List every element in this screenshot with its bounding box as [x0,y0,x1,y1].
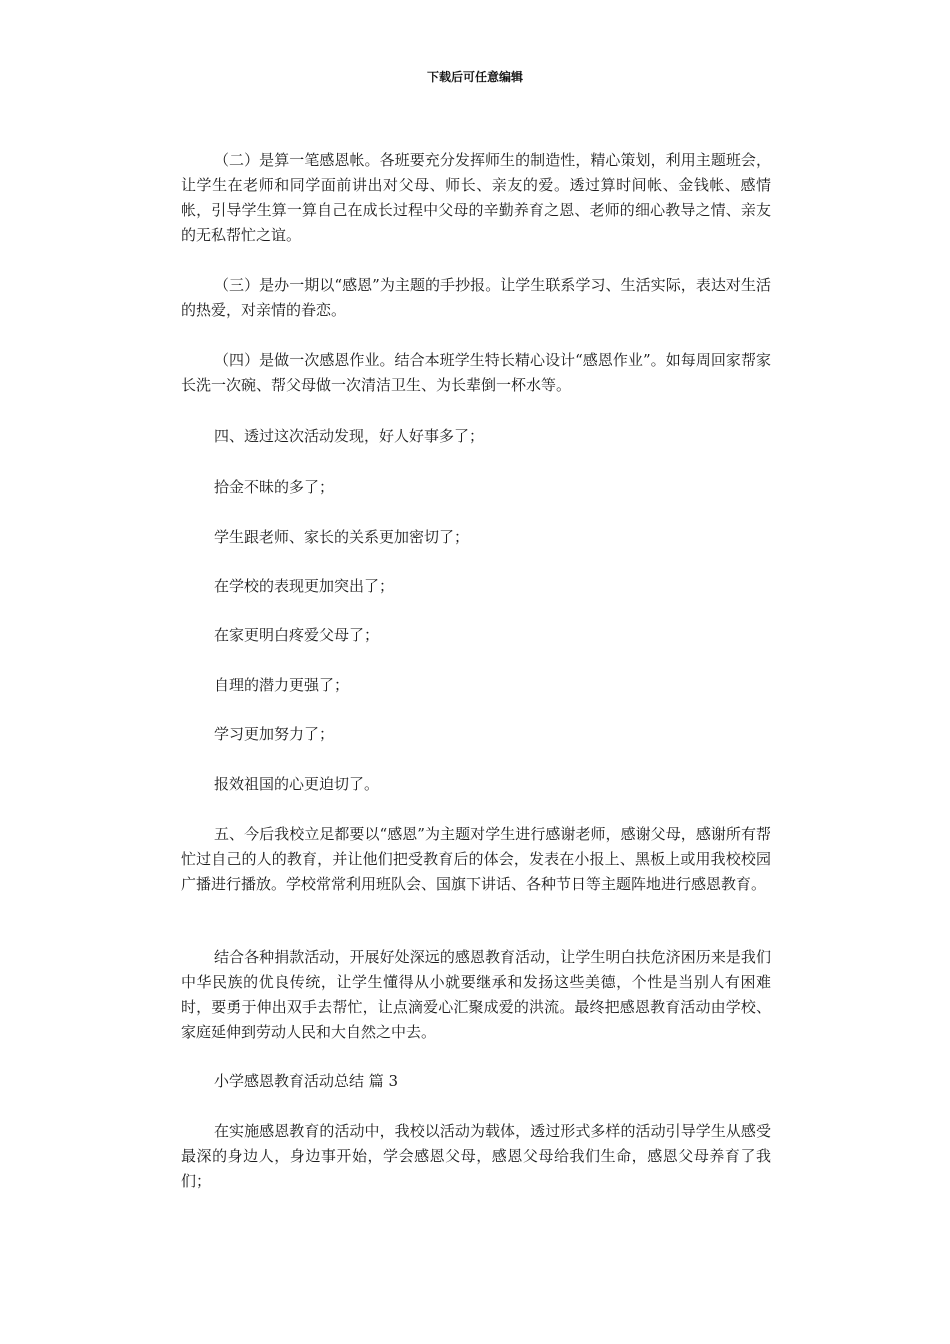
paragraph-finding-5: 自理的潜力更强了； [214,676,350,694]
paragraph-finding-3: 在学校的表现更加突出了； [214,577,395,595]
paragraph-future-plan: 五、今后我校立足都要以“感恩”为主题对学生进行感谢老师，感谢父母，感谢所有帮忙过自己的人的教育，并让他们把受教育后的体会，发表在小报上、黑板上或用我校校园广播进行播放。学校常常利用班队会、国旗下讲话、各种节日等主题阵地进行感恩教育。 [181,825,771,893]
paragraph-4-homework: （四）是做一次感恩作业。结合本班学生特长精心设计“感恩作业”。如每周回家帮家长洗一次碗、帮父母做一次清洁卫生、为长辈倒一杯水等。 [181,351,771,394]
paragraph-3-handwritten-newspaper: （三）是办一期以“感恩”为主题的手抄报。让学生联系学习、生活实际，表达对生活的热爱，对亲情的眷恋。 [181,276,771,319]
paragraph-implementation: 在实施感恩教育的活动中，我校以活动为载体，透过形式多样的活动引导学生从感受最深的身边人，身边事开始，学会感恩父母，感恩父母给我们生命，感恩父母养育了我们； [181,1122,771,1190]
paragraph-2-account: （二）是算一笔感恩帐。各班要充分发挥师生的制造性，精心策划，利用主题班会，让学生在老师和同学面前讲出对父母、师长、亲友的爱。透过算时间帐、金钱帐、感情帐，引导学生算一算自己在成长过程中父母的辛勤养育之恩、老师的细心教导之情、亲友的无私帮忙之谊。 [181,151,771,244]
paragraph-finding-6: 学习更加努力了； [214,725,335,743]
page-header: 下载后可任意编辑 [426,70,523,84]
paragraph-finding-7: 报效祖国的心更迫切了。 [214,775,380,793]
paragraph-donation-activities: 结合各种捐款活动，开展好处深远的感恩教育活动，让学生明白扶危济困历来是我们中华民族的优良传统，让学生懂得从小就要继承和发扬这些美德，个性是当别人有困难时，要勇于伸出双手去帮忙，让点滴爱心汇聚成爱的洪流。最终把感恩教育活动由学校、家庭延伸到劳动人民和大自然之中去。 [181,948,771,1041]
paragraph-finding-2: 学生跟老师、家长的关系更加密切了； [214,528,470,546]
paragraph-finding-1: 拾金不昧的多了； [214,478,335,496]
paragraph-finding-4: 在家更明白疼爱父母了； [214,626,380,644]
section-title-part-3: 小学感恩教育活动总结 篇 3 [214,1072,399,1090]
paragraph-findings-heading: 四、透过这次活动发现，好人好事多了； [214,427,485,445]
